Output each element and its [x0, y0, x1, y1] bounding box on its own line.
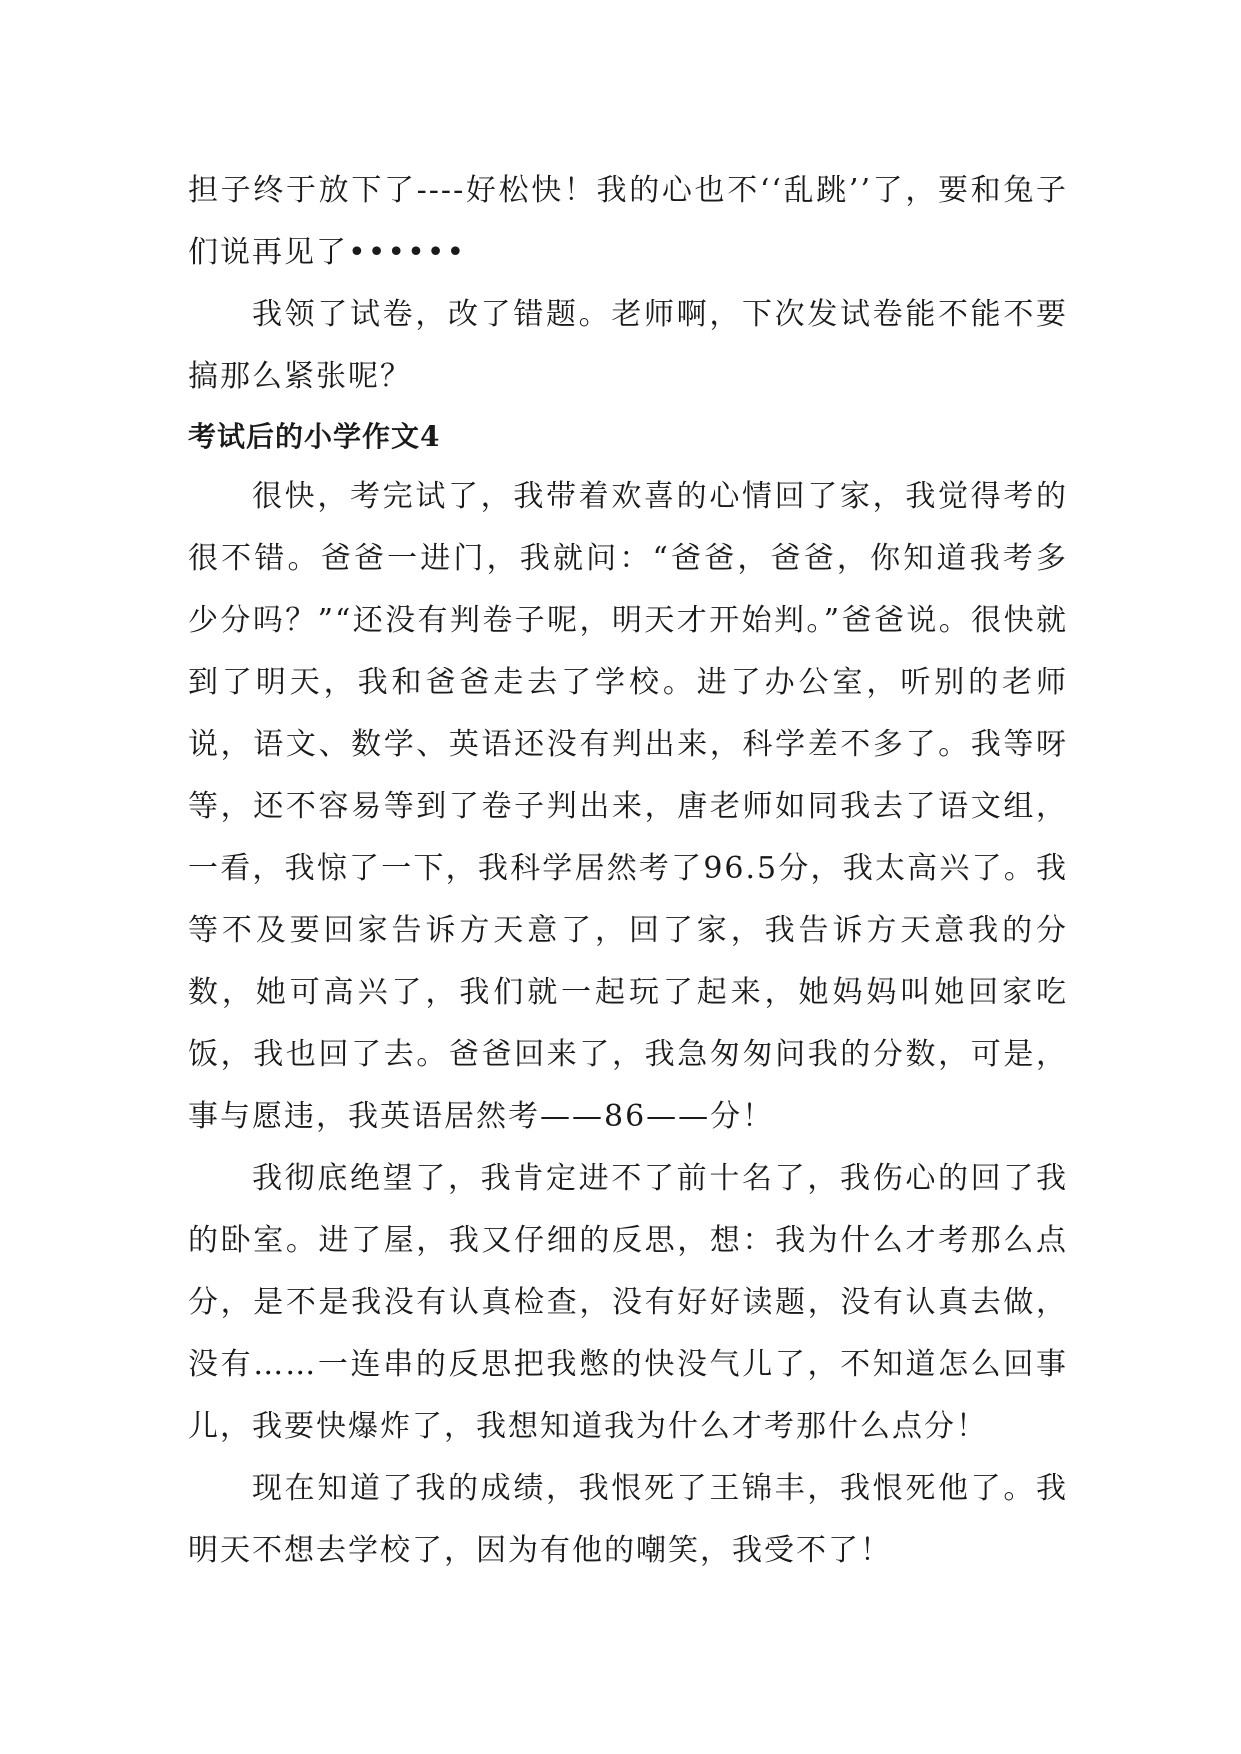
- paragraph: 我领了试卷，改了错题。老师啊，下次发试卷能不能不要搞那么紧张呢？: [188, 297, 1068, 394]
- paragraph: 很快，考完试了，我带着欢喜的心情回了家，我觉得考的很不错。爸爸一进门，我就问：“爸爸，爸爸，你知道我考多少分吗？”“还没有判卷子呢，明天才开始判。”爸爸说。很快就到了明天，我和爸爸走去了学校。进了办公室，听别的老师说，语文、数学、英语还没有判出来，科学差不多了。我等呀等，还不容易等到了卷子判出来，唐老师如同我去了语文组，一看，我惊了一下，我科学居然考了96.5分，我太高兴了。我等不及要回家告诉方天意了，回了家，我告诉方天意我的分数，她可高兴了，我们就一起玩了起来，她妈妈叫她回家吃饭，我也回了去。爸爸回来了，我急匆匆问我的分数，可是，事与愿违，我英语居然考——86——分！: [188, 479, 1068, 1134]
- paragraph: 现在知道了我的成绩，我恨死了王锦丰，我恨死他了。我明天不想去学校了，因为有他的嘲笑，我受不了！: [188, 1471, 1068, 1568]
- essay-title: 考试后的小学作文4: [188, 420, 441, 453]
- document-body: [188, 160, 1068, 1582]
- paragraph-continuation: 担子终于放下了----好松快！我的心也不‘‘乱跳’’了，要和兔子们说再见了••••••: [188, 173, 1068, 270]
- paragraph: 我彻底绝望了，我肯定进不了前十名了，我伤心的回了我的卧室。进了屋，我又仔细的反思，想：我为什么才考那么点分，是不是我没有认真检查，没有好好读题，没有认真去做，没有……一连串的反思把我憋的快没气儿了，不知道怎么回事儿，我要快爆炸了，我想知道我为什么才考那什么点分！: [188, 1161, 1068, 1444]
